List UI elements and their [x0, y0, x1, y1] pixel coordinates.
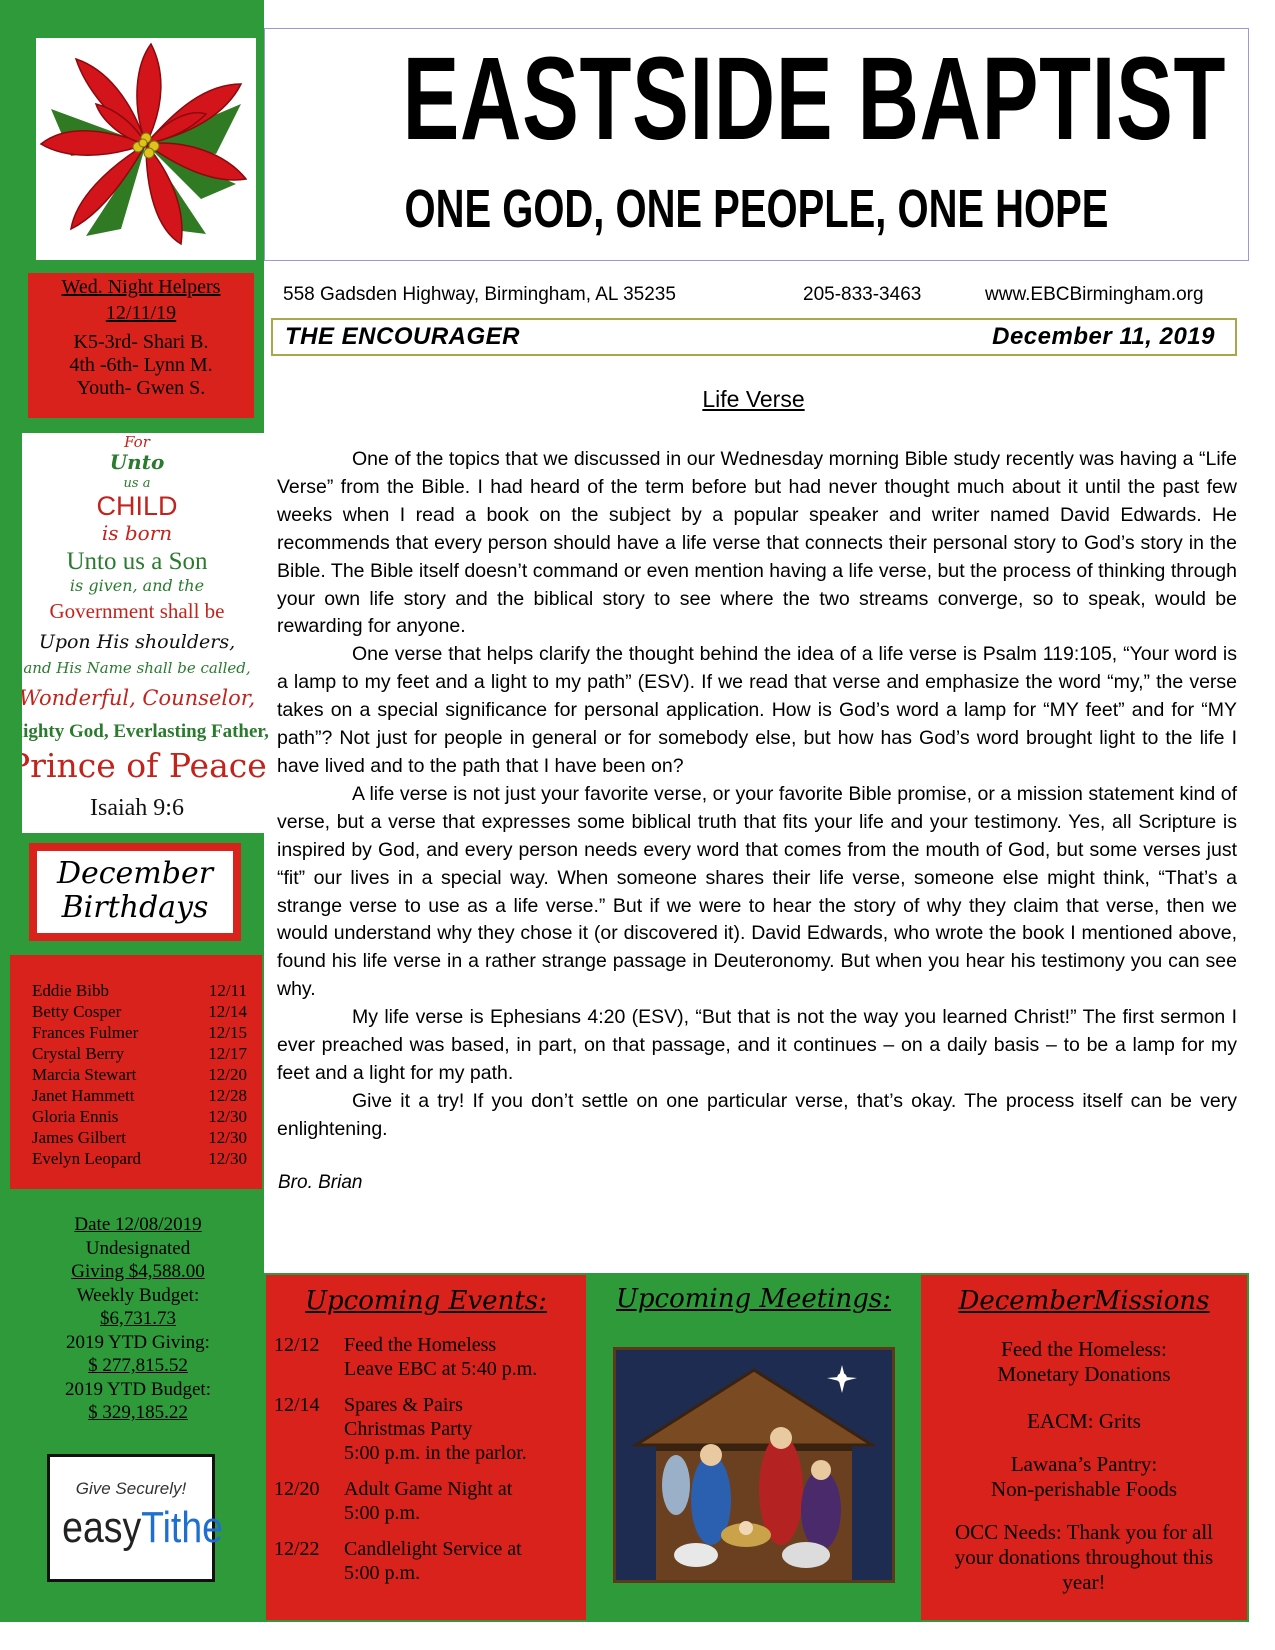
mission-text: your donations throughout this: [954, 1545, 1214, 1569]
church-phone: 205-833-3463: [803, 284, 922, 305]
mission-text: Feed the Homeless:: [1001, 1337, 1167, 1361]
wed-night-helpers: [28, 273, 254, 418]
article-paragraph: One of the topics that we discussed in our Wednesday morning Bible study recently was having a “Life Verse” from the Bible. I had heard of the term before but had never thought much about it until the past few weeks when I read a book on the subject by a popular speaker and writer named David Edwards. He recommends that every person should have a life verse that connects their personal story to God’s story in the Bible. The Bible itself doesn’t command or even mention having a life verse, but the process of thinking through your own life story and the biblical story to see where the two streams converge, so to speak, would be rewarding for anyone.: [277, 448, 1237, 638]
helpers-title: Wed. Night Helpers: [61, 276, 221, 298]
birthday-row: [32, 1043, 247, 1064]
helpers-line: 4th -6th- Lynn M.: [69, 354, 213, 376]
ytd-budget-value: $ 329,185.22: [88, 1402, 188, 1423]
missions-title: DecemberMissions: [958, 1286, 1210, 1316]
easytithe-logo-easy: easy: [62, 1503, 142, 1552]
birthday-row: [32, 1022, 247, 1043]
birthday-date: 12/11: [208, 981, 247, 1000]
nativity-image: [613, 1347, 895, 1583]
verse-art-svg: [22, 433, 270, 833]
mission-item: [921, 1337, 1247, 1387]
birthday-name: James Gilbert: [32, 1128, 126, 1147]
events-title: Upcoming Events:: [305, 1286, 547, 1316]
event-text: Spares & Pairs: [344, 1394, 463, 1416]
event-text: 5:00 p.m.: [344, 1562, 421, 1584]
giving-summary: [28, 1213, 248, 1425]
mission-text: EACM: Grits: [1027, 1409, 1141, 1433]
event-date: 12/20: [274, 1478, 320, 1500]
birthday-date: 12/28: [208, 1086, 247, 1105]
birthday-name: Betty Cosper: [32, 1002, 122, 1021]
upcoming-meetings: [588, 1273, 919, 1622]
verse-line: is born: [101, 521, 173, 545]
event-date: 12/14: [274, 1394, 320, 1416]
birthday-row: [32, 1001, 247, 1022]
poinsettia-image: [36, 38, 256, 260]
event-date: 12/12: [274, 1334, 320, 1356]
birthday-name: Evelyn Leopard: [32, 1149, 142, 1168]
verse-line: Mighty God, Everlasting Father,: [22, 721, 269, 742]
birthday-date: 12/20: [208, 1065, 247, 1084]
helpers-date: 12/11/19: [105, 302, 177, 324]
mission-item: [921, 1520, 1247, 1595]
event-text: Adult Game Night at: [344, 1478, 513, 1500]
birthday-date: 12/14: [208, 1002, 247, 1021]
mission-text: Lawana’s Pantry:: [1010, 1452, 1158, 1476]
mission-text: Monetary Donations: [997, 1362, 1171, 1386]
newsletter-name: THE ENCOURAGER: [285, 323, 521, 350]
verse-line: Unto: [109, 450, 165, 474]
giving-date: Date 12/08/2019: [74, 1214, 202, 1235]
giving-undesignated-label: Undesignated: [85, 1237, 191, 1259]
easytithe-tagline: Give Securely!: [75, 1479, 187, 1498]
helpers-line: K5-3rd- Shari B.: [73, 331, 209, 353]
masthead: [264, 28, 1249, 261]
ytd-giving-value: $ 277,815.52: [88, 1355, 188, 1376]
church-motto: ONE GOD, ONE PEOPLE, ONE HOPE: [404, 179, 1109, 239]
birthdays-title-line2: Birthdays: [61, 890, 209, 925]
verse-line: Prince of Peace!: [22, 746, 270, 785]
article-title: Life Verse: [702, 386, 805, 412]
birthday-row: [32, 1085, 247, 1106]
verse-line: Government shall be: [49, 599, 225, 623]
church-name: EASTSIDE BAPTIST: [402, 33, 1227, 165]
event-text: 5:00 p.m.: [344, 1502, 421, 1524]
verse-line: Unto us a Son: [66, 548, 208, 575]
verse-line: us a: [123, 476, 151, 491]
event-text: Christmas Party: [344, 1418, 473, 1440]
article-paragraph: One verse that helps clarify the thought behind the idea of a life verse is Psalm 119:105, “Your word is a lamp to my feet and a light to my path” (ESV). If we read that verse and emphasize the word “my,” the verse takes on a special significance for personal application. How is God’s word a lamp for “MY feet” and for “MY path”? Not just for people in general or for somebody else, but how has God’s word brought light to the life I have lived and to the path that I have been on?: [277, 643, 1237, 777]
mission-text: year!: [1062, 1570, 1106, 1594]
article-paragraph: Give it a try! If you don’t settle on one particular verse, that’s okay. The process itself can be very enlightening.: [277, 1089, 1237, 1140]
birthday-row: [32, 980, 247, 1001]
december-missions: [919, 1273, 1249, 1622]
upcoming-events: [264, 1273, 588, 1622]
contact-line: [283, 284, 1223, 310]
mission-item: [921, 1409, 1247, 1434]
event-text: Leave EBC at 5:40 p.m.: [344, 1358, 538, 1380]
birthdays-list: [10, 955, 262, 1189]
birthday-name: Frances Fulmer: [32, 1023, 139, 1042]
birthday-name: Janet Hammett: [32, 1086, 135, 1105]
weekly-budget-value: $6,731.73: [100, 1308, 176, 1329]
birthday-date: 12/30: [208, 1107, 247, 1126]
newsletter-date: December 11, 2019: [992, 323, 1215, 350]
article-paragraph: My life verse is Ephesians 4:20 (ESV), “But that is not the way you learned Christ!” The first sermon I ever preached was based, in part, on that passage, and it continues – on a daily basis – to be a lamp for my feet and a light for my path.: [277, 1006, 1237, 1084]
birthday-name: Crystal Berry: [32, 1044, 125, 1063]
birthday-date: 12/30: [208, 1149, 247, 1168]
birthday-date: 12/17: [208, 1044, 247, 1063]
poinsettia-icon: [36, 38, 256, 260]
helpers-line: Youth- Gwen S.: [76, 377, 206, 399]
verse-line: Upon His shoulders,: [38, 631, 236, 653]
verse-line: is given, and the: [69, 576, 205, 595]
birthday-row: [32, 1064, 247, 1085]
birthday-name: Eddie Bibb: [32, 981, 109, 1000]
easytithe-logo-tithe: Tithe: [141, 1503, 223, 1552]
birthdays-title-box: [29, 843, 241, 941]
birthday-date: 12/30: [208, 1128, 247, 1147]
verse-line: and His Name shall be called,: [23, 659, 251, 677]
event-text: Feed the Homeless: [344, 1334, 497, 1356]
newsletter-bar: [271, 318, 1237, 356]
meetings-title: Upcoming Meetings:: [615, 1284, 892, 1314]
church-website[interactable]: www.EBCBirmingham.org: [985, 284, 1204, 305]
event-text: Candlelight Service at: [344, 1538, 522, 1560]
event-date: 12/22: [274, 1538, 320, 1560]
birthday-name: Gloria Ennis: [32, 1107, 119, 1126]
isaiah-verse-art: [22, 433, 270, 833]
church-address: 558 Gadsden Highway, Birmingham, AL 35235: [283, 284, 676, 305]
ytd-giving-label: 2019 YTD Giving:: [66, 1331, 210, 1353]
easytithe-button[interactable]: [47, 1454, 223, 1582]
verse-line: For: [124, 433, 150, 451]
birthday-date: 12/15: [208, 1023, 247, 1042]
mission-text: Non-perishable Foods: [990, 1477, 1178, 1501]
verse-line: Isaiah 9:6: [90, 795, 184, 821]
mission-item: [921, 1452, 1247, 1502]
event-text: 5:00 p.m. in the parlor.: [344, 1442, 527, 1464]
birthday-row: [32, 1127, 247, 1148]
birthday-name: Marcia Stewart: [32, 1065, 137, 1084]
mission-text: OCC Needs: Thank you for all: [955, 1520, 1213, 1544]
ytd-budget-label: 2019 YTD Budget:: [64, 1378, 211, 1400]
birthday-row: [32, 1106, 247, 1127]
weekly-budget-label: Weekly Budget:: [76, 1284, 200, 1306]
verse-line: CHILD: [96, 491, 178, 521]
article-paragraph: A life verse is not just your favorite verse, or your favorite Bible promise, or a mission statement kind of verse, but a verse that expresses some biblical truth that fits your life and your testimony. Yes, all Scripture is inspired by God, and every person needs every word that comes from the mouth of God, but some verses just “fit” our lives in a special way. When someone shares their life verse, someone else might think, “That’s a strange verse to use as a life verse.” But if we were to hear the story of why they claim that verse, then we would understand why they chose it (or discovered it). David Edwards, who wrote the book I mentioned above, found his life verse in a rather strange passage in Deuteronomy. But when you hear his testimony you can see why.: [277, 782, 1237, 1001]
giving-amount: Giving $4,588.00: [71, 1261, 205, 1282]
easytithe-logo: [62, 1503, 223, 1552]
verse-line: Wonderful, Counselor,: [22, 686, 256, 710]
article-signature: Bro. Brian: [278, 1172, 363, 1193]
birthdays-title-line1: December: [56, 856, 214, 891]
nativity-icon: [616, 1350, 892, 1580]
birthday-row: [32, 1148, 247, 1169]
article-body: [277, 446, 1237, 1144]
